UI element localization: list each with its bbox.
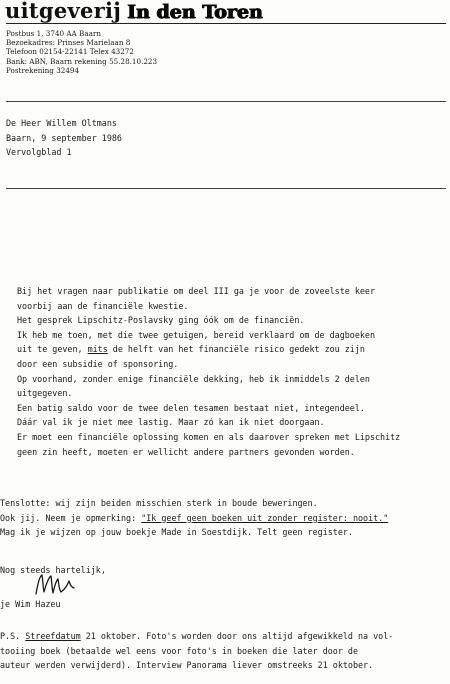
closing-text: Ook jij. Neem je opmerking: (0, 512, 142, 523)
underlined-term: Streefdatum (25, 631, 81, 641)
ps-line: auteur werden verwijderd). Interview Panorama liever omstreeks 21 oktober. (0, 660, 374, 671)
body-line: Er moet een financiële oplossing komen en als daarover spreken met Lipschitz (17, 431, 401, 442)
letter-body (17, 284, 400, 459)
brand-subtitle: In den Toren (127, 1, 263, 23)
address-divider (6, 188, 446, 189)
body-line (17, 342, 400, 357)
phone-line: Telefoon 02154-22141 Telex 43272 (6, 47, 134, 57)
ps-line (0, 629, 393, 644)
sender-name: je Wim Hazeu (0, 599, 61, 609)
letterhead-rule (6, 23, 446, 24)
ps-prefix: P.S. (0, 631, 26, 641)
body-line: Het gesprek Lipschitz-Poslavsky ging óók om de financiën. (17, 315, 305, 326)
closing-line (0, 511, 388, 526)
body-line: geen zin heeft, moeten er wellicht andere partners gevonden worden. (17, 446, 355, 457)
brand-name: uitgeverij (5, 0, 122, 23)
body-line: Een batig saldo voor de twee delen tesamen bestaat niet, integendeel. (17, 402, 365, 413)
postal-account-line: Postrekening 32494 (6, 65, 80, 75)
signature-icon (34, 572, 76, 598)
body-text: de helft van het financiële risico gedekt zou zijn (107, 344, 365, 355)
body-line: door een subsidie of sponsoring. (17, 358, 179, 369)
header-divider (6, 101, 446, 102)
ps-text: 21 oktober. Foto's worden door ons altijd afgewikkeld na vol- (80, 631, 394, 641)
sheet-label: Vervolgblad 1 (6, 147, 72, 158)
greeting: Nog steeds hartelijk, (0, 565, 106, 575)
underlined-quote: "Ik geef geen boeken uit zonder register: nooit." (141, 512, 389, 523)
publisher-contact-block (6, 29, 157, 75)
recipient-name: De Heer Willem Oltmans (6, 118, 117, 128)
body-line: Op voorhand, zonder enige financiële dekking, heb ik inmiddels 2 delen (17, 373, 370, 384)
postscript (0, 629, 393, 673)
body-line: Ik heb me toen, met die twee getuigen, bereid verklaard om de dagboeken (17, 329, 375, 340)
closing-line: Mag ik je wijzen op jouw boekje Made in Soestdijk. Telt geen register. (0, 527, 353, 538)
underlined-word: mits (87, 344, 108, 355)
ps-line: tooiing boek (betaalde wel eens voor foto's in boeken die later door de (0, 645, 358, 656)
publisher-logo (5, 0, 263, 23)
body-text: uit te geven, (17, 344, 88, 355)
bank-line: Bank: ABN, Baarn rekening 55.28.10.223 (6, 56, 158, 66)
closing-line: Tenslotte: wij zijn beiden misschien sterk in boude beweringen. (0, 498, 318, 508)
closing-paragraph (0, 496, 388, 540)
body-line: uitgegeven. (17, 388, 73, 399)
body-line: Dáár val ik je niet mee lastig. Maar zó kan ik niet doorgaan. (17, 417, 325, 428)
visiting-address-line: Bezoekadres: Prinses Marielaan 8 (6, 38, 131, 48)
recipient-block (6, 116, 122, 160)
body-line: Bij het vragen naar publikatie om deel III ga je voor de zoveelste keer (17, 286, 375, 296)
address-line: Postbus 1, 3740 AA Baarn (6, 29, 101, 38)
place-date: Baarn, 9 september 1986 (6, 132, 122, 143)
body-line: voorbij aan de financiële kwestie. (17, 300, 189, 311)
